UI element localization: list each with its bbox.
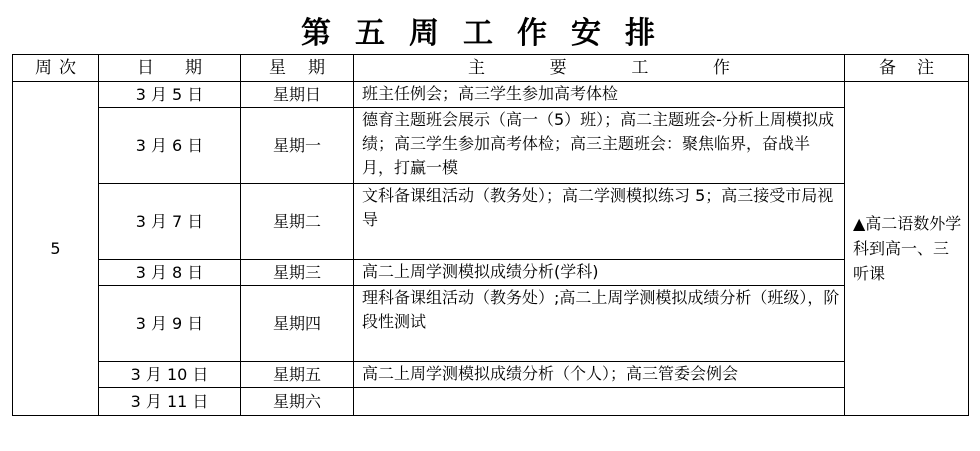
schedule-table (12, 54, 969, 416)
weekday-cell: 星期五 (241, 362, 354, 388)
table-row (13, 286, 969, 362)
table-row (13, 108, 969, 184)
weekday-cell: 星期三 (241, 260, 354, 286)
date-cell: 3 月 10 日 (99, 362, 241, 388)
page-title: 第五周工作安排 (301, 16, 679, 51)
header-remark: 备 注 (845, 55, 969, 82)
table-row (13, 362, 969, 388)
date-cell: 3 月 5 日 (99, 82, 241, 108)
header-main-work: 主 要 工 作 (354, 55, 845, 82)
work-cell: 班主任例会；高三学生参加高考体检 (354, 82, 845, 108)
header-week: 周 次 (13, 55, 99, 82)
date-cell: 3 月 7 日 (99, 184, 241, 260)
header-weekday: 星 期 (241, 55, 354, 82)
table-row (13, 260, 969, 286)
work-cell: 文科备课组活动（教务处）；高二学测模拟练习 5；高三接受市局视导 (354, 184, 845, 260)
work-cell: 德育主题班会展示（高一（5）班）；高二主题班会-分析上周模拟成绩；高三学生参加高考体检；高三主题班会：聚焦临界，奋战半月，打赢一模 (354, 108, 845, 184)
work-cell: 高二上周学测模拟成绩分析(学科) (354, 260, 845, 286)
header-row (13, 55, 969, 82)
work-cell (354, 388, 845, 416)
remark-cell: ▲高二语数外学科到高一、三听课 (845, 82, 969, 416)
work-cell: 高二上周学测模拟成绩分析（个人）；高三管委会例会 (354, 362, 845, 388)
weekday-cell: 星期日 (241, 82, 354, 108)
header-date: 日 期 (99, 55, 241, 82)
table-row (13, 82, 969, 108)
weekday-cell: 星期四 (241, 286, 354, 362)
date-cell: 3 月 9 日 (99, 286, 241, 362)
table-row (13, 184, 969, 260)
date-cell: 3 月 11 日 (99, 388, 241, 416)
weekday-cell: 星期一 (241, 108, 354, 184)
work-cell: 理科备课组活动（教务处）;高二上周学测模拟成绩分析（班级），阶段性测试 (354, 286, 845, 362)
table-row (13, 388, 969, 416)
week-number: 5 (13, 82, 99, 416)
weekday-cell: 星期六 (241, 388, 354, 416)
date-cell: 3 月 6 日 (99, 108, 241, 184)
weekday-cell: 星期二 (241, 184, 354, 260)
date-cell: 3 月 8 日 (99, 260, 241, 286)
